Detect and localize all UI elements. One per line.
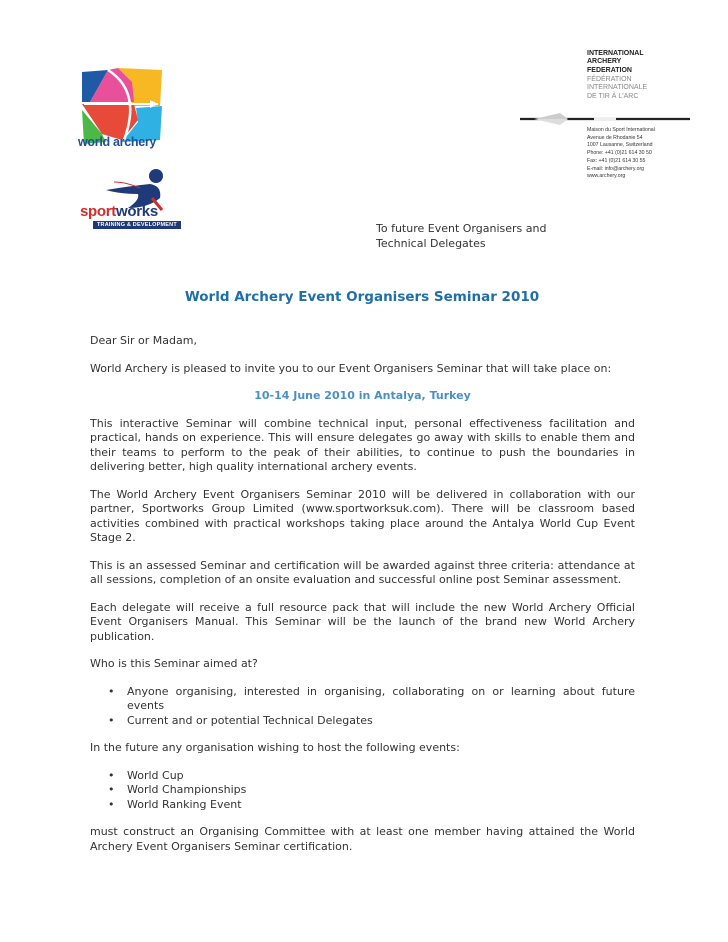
- paragraph: This interactive Seminar will combine technical input, personal effectiveness facilitation and practical, hands on experience. This will ensure delegates go away with skills to enable them and their teams to perform to the peak of their abilities, to continue to push the boundaries in delivering better, high quality international archery events.: [90, 416, 635, 473]
- list-item: [90, 783, 635, 798]
- letter-body: [90, 334, 635, 867]
- paragraph: The World Archery Event Organisers Seminar 2010 will be delivered in collaboration with our partner, Sportworks Group Limited (www.sportworksuk.com). There will be classroom based activities combined with practical workshops taking place around the Antalya World Cup Event Stage 2.: [90, 487, 635, 544]
- event-date-location: 10-14 June 2010 in Antalya, Turkey: [254, 389, 471, 402]
- list-item-text: World Cup: [127, 768, 184, 782]
- world-archery-logo-text: world archery: [78, 135, 157, 149]
- bullet-icon: •: [108, 768, 115, 782]
- federation-name-fr: [587, 76, 647, 101]
- federation-name-fr-line: DE TIR À L'ARC: [587, 92, 639, 100]
- document-title: World Archery Event Organisers Seminar 2010: [184, 289, 540, 305]
- federation-name-line: INTERNATIONAL: [587, 50, 644, 57]
- sportworks-text-red: sport: [80, 203, 117, 220]
- list-item-text: Current and or potential Technical Delegates: [127, 713, 373, 727]
- address-line: Maison du Sport International: [587, 127, 655, 133]
- sportworks-text-blue: works: [116, 203, 158, 220]
- salutation: Dear Sir or Madam,: [90, 334, 197, 347]
- list-item-text: World Ranking Event: [127, 797, 242, 811]
- address-line: 1007 Lausanne, Switzerland: [587, 142, 653, 149]
- list-item: [90, 769, 635, 784]
- list-item-text: World Championships: [127, 783, 247, 796]
- federation-name-fr-line: INTERNATIONALE: [587, 84, 648, 92]
- audience-list: [90, 685, 635, 729]
- website-line: www.archery.org: [587, 173, 626, 180]
- events-list: [90, 769, 635, 813]
- paragraph: This is an assessed Seminar and certification will be awarded against three criteria: attendance at all sessions, completion of an onsite evaluation and successful online post Seminar assessment.: [90, 558, 635, 586]
- federation-name-line: FEDERATION: [587, 66, 632, 74]
- events-intro: In the future any organisation wishing to host the following events:: [90, 741, 460, 754]
- list-item-text: Anyone organising, interested in organising, collaborating on or learning about future events: [127, 684, 635, 712]
- addressee-block: [376, 222, 546, 251]
- fax-line: Fax: +41 (0)21 614 30 55: [587, 157, 646, 164]
- list-item: [90, 714, 635, 729]
- bullet-icon: •: [108, 684, 115, 698]
- federation-name-line: ARCHERY: [587, 58, 622, 66]
- federation-name-fr-line: FÉDÉRATION: [587, 76, 632, 83]
- sportworks-tagline: TRAINING & DEVELOPMENT: [93, 221, 181, 229]
- paragraph: Each delegate will receive a full resource pack that will include the new World Archery Official Event Organisers Manual. This Seminar will be the launch of the brand new World Archery publication.: [90, 600, 635, 643]
- closing-paragraph: must construct an Organising Committee with at least one member having attained the World Archery Event Organisers Seminar certification.: [90, 825, 635, 853]
- sportworks-logo-text: [80, 203, 158, 220]
- list-item: [90, 685, 635, 714]
- list-item: [90, 798, 635, 813]
- bullet-icon: •: [108, 797, 115, 811]
- audience-question: Who is this Seminar aimed at?: [90, 657, 258, 670]
- email-line: E-mail: info@archery.org: [587, 165, 645, 172]
- bullet-icon: •: [108, 783, 115, 796]
- federation-address: [587, 127, 655, 181]
- arrow-icon: [520, 112, 690, 126]
- federation-name-en: [587, 50, 644, 75]
- addressee-line: To future Event Organisers and: [376, 222, 547, 235]
- addressee-line: Technical Delegates: [376, 236, 486, 250]
- address-line: Avenue de Rhodanie 54: [587, 134, 643, 141]
- bullet-icon: •: [108, 713, 115, 727]
- intro-paragraph: World Archery is pleased to invite you to our Event Organisers Seminar that will take place on:: [90, 361, 612, 375]
- phone-line: Phone: +41 (0)21 614 30 50: [587, 150, 652, 157]
